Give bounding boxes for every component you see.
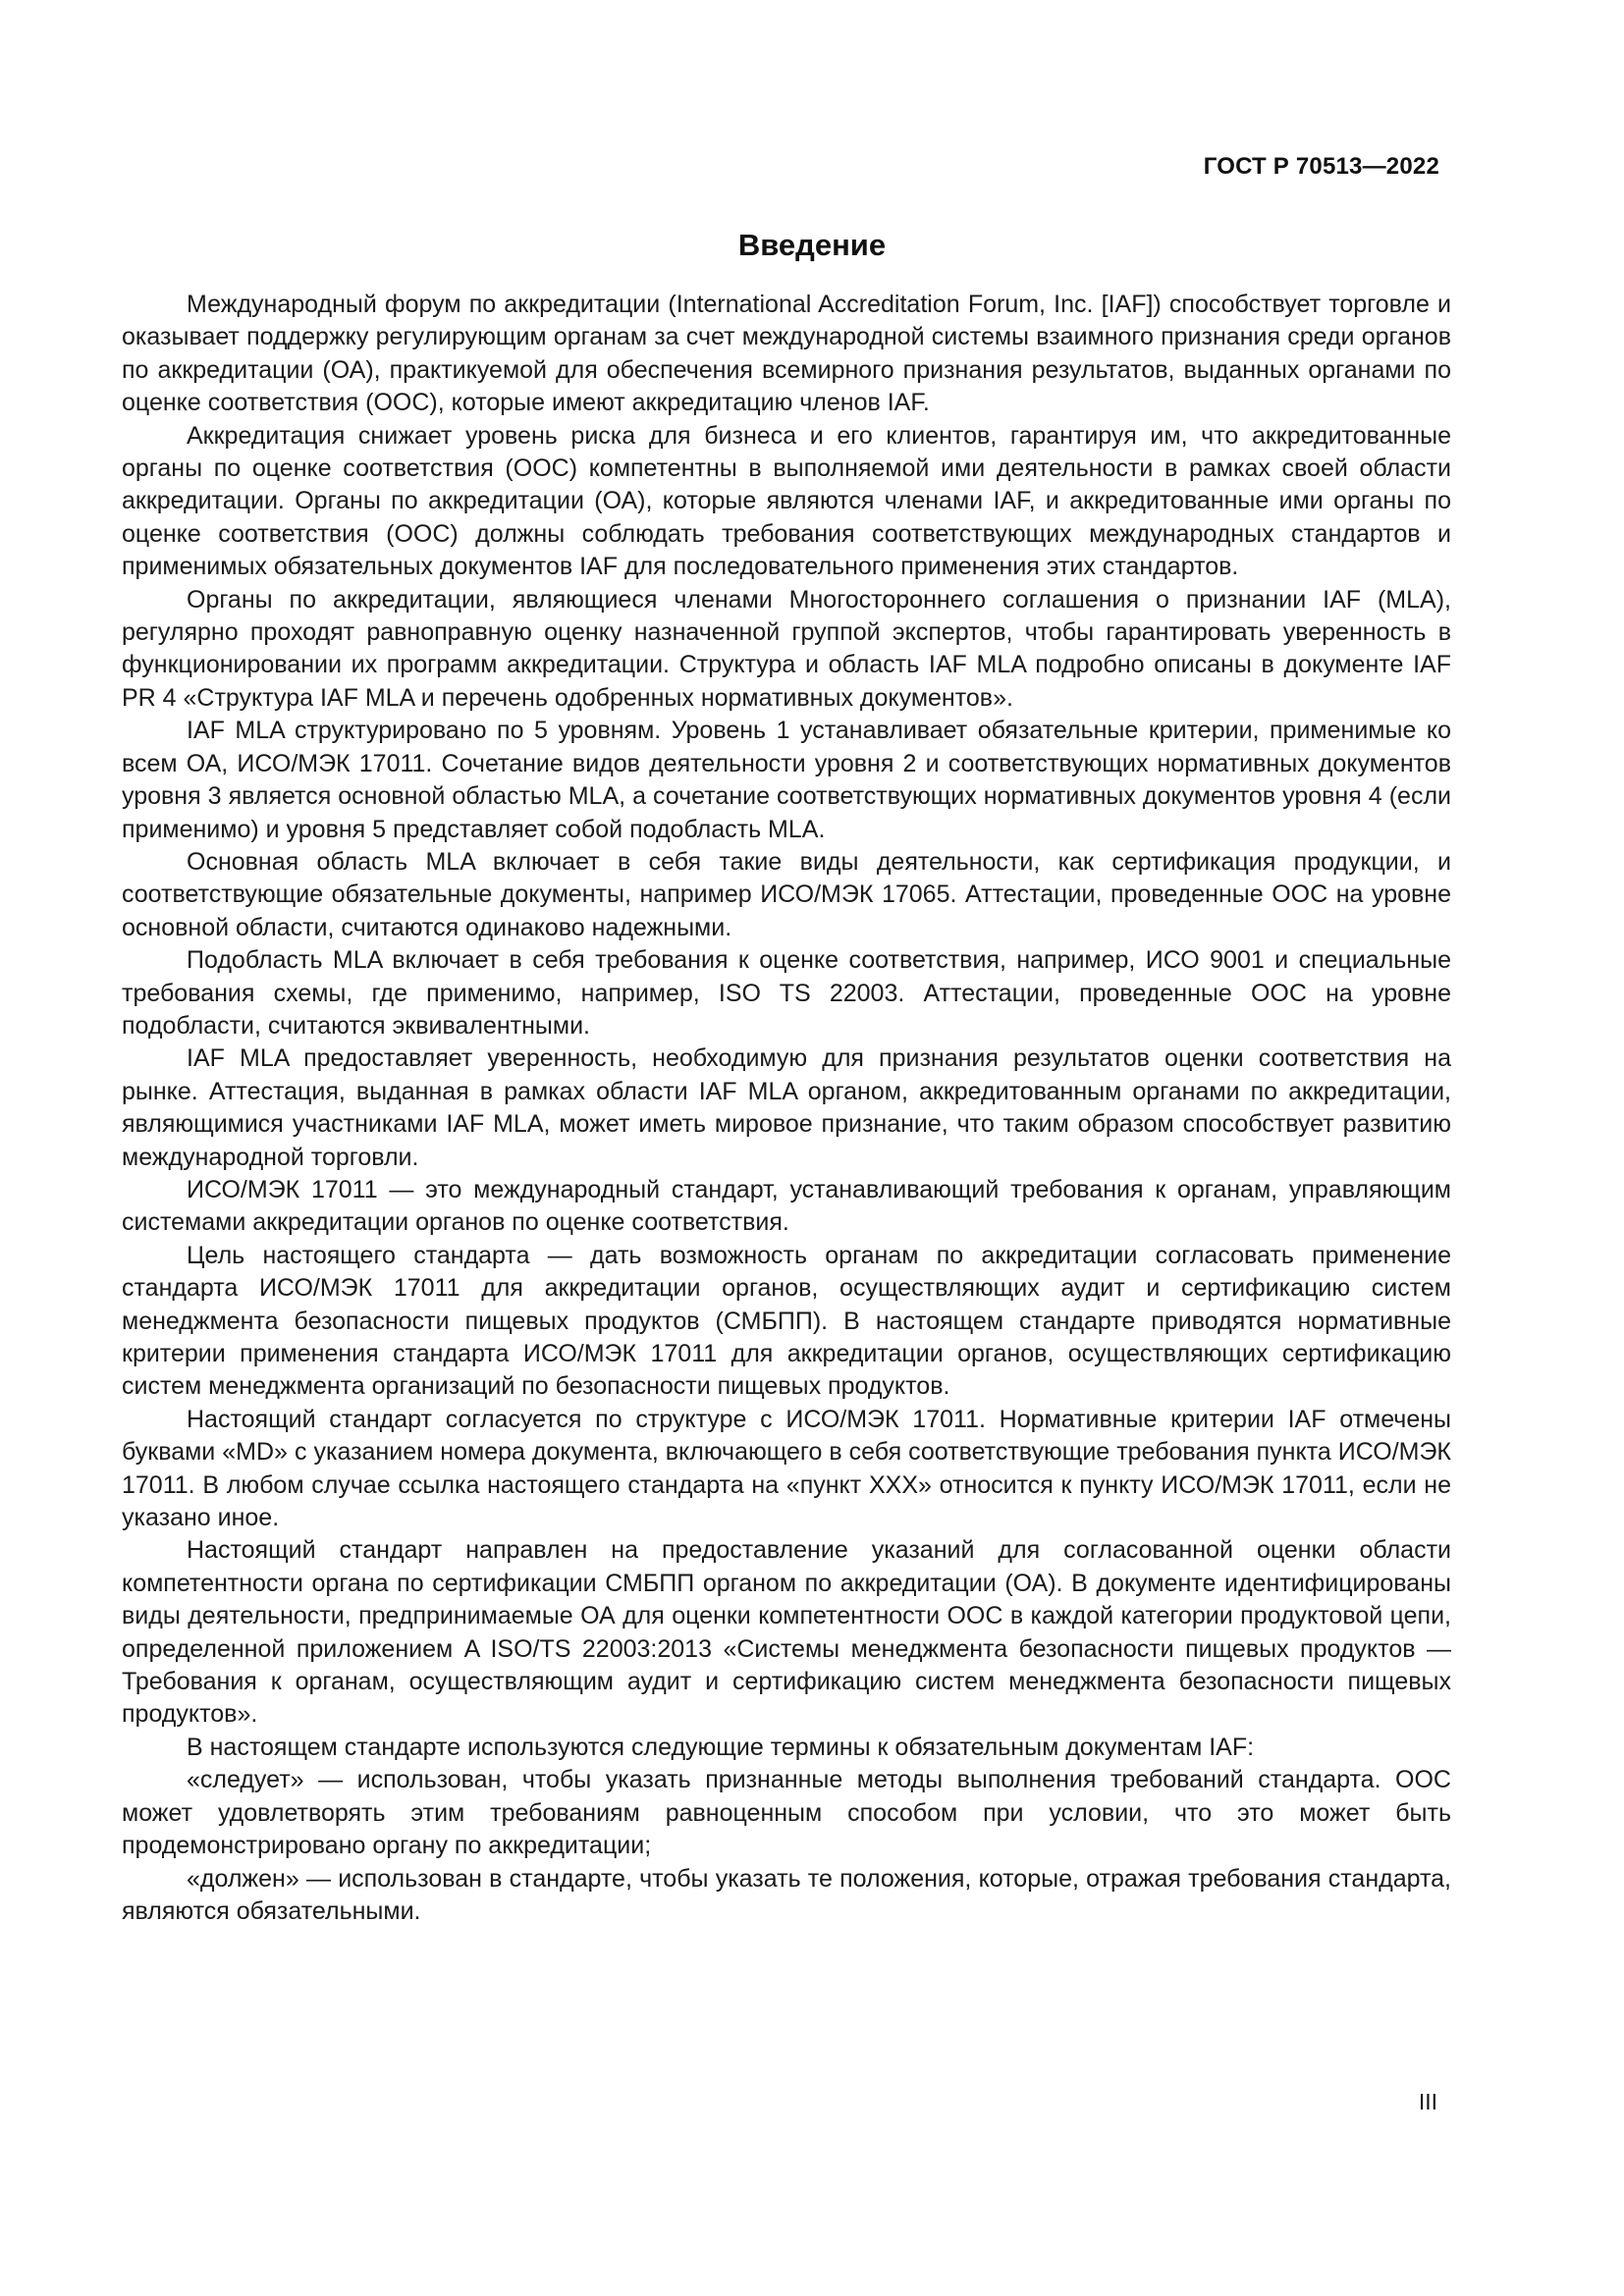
paragraph: Подобласть MLA включает в себя требования к оценке соответствия, например, ИСО 9001 и специальные требования схемы, где применимо, например, ISO TS 22003. Аттестации, проведенные ООС на уровне подобласти, считаются эквивалентными. — [122, 946, 1451, 1040]
paragraph: Аккредитация снижает уровень риска для бизнеса и его клиентов, гарантируя им, что аккредитованные органы по оценке соответствия (ООС) компетентны в выполняемой ими деятельности в рамках своей области аккредитации. Органы по аккредитации (ОА), которые являются членами IAF, и аккредитованные ими органы по оценке соответствия (ООС) должны соблюдать требования соответствующих международных стандартов и применимых обязательных документов IAF для последовательного применения этих стандартов. — [122, 421, 1451, 581]
paragraph: Органы по аккредитации, являющиеся членами Многостороннего соглашения о признании IAF (MLA), регулярно проходят равноправную оценку назначенной группой экспертов, чтобы гарантировать уверенность в функционировании их программ аккредитации. Структура и область IAF MLA подробно описаны в документе IAF PR 4 «Структура IAF MLA и перечень одобренных нормативных документов». — [122, 585, 1451, 712]
standard-code: ГОСТ Р 70513—2022 — [1203, 153, 1439, 180]
paragraph: IAF MLA структурировано по 5 уровням. Уровень 1 устанавливает обязательные критерии, применимые ко всем ОА, ИСО/МЭК 17011. Сочетание видов деятельности уровня 2 и соответствующих нормативных документов уровня 3 является основной областью MLA, а сочетание соответствующих нормативных документов уровня 4 (если применимо) и уровня 5 представляет собой подобласть MLA. — [122, 717, 1451, 843]
paragraph: Цель настоящего стандарта — дать возможность органам по аккредитации согласовать применение стандарта ИСО/МЭК 17011 для аккредитации органов, осуществляющих аудит и сертификацию систем менеджмента безопасности пищевых продуктов (СМБПП). В настоящем стандарте приводятся нормативные критерии применения стандарта ИСО/МЭК 17011 для аккредитации органов, осуществляющих сертификацию систем менеджмента организаций по безопасности пищевых продуктов. — [122, 1241, 1451, 1401]
page-number: III — [1418, 2089, 1437, 2114]
paragraph: Основная область MLA включает в себя такие виды деятельности, как сертификация продукции, и соответствующие обязательные документы, например ИСО/МЭК 17065. Аттестации, проведенные ООС на уровне основной области, считаются одинаково надежными. — [122, 847, 1451, 941]
paragraph: Настоящий стандарт направлен на предоставление указаний для согласованной оценки области компетентности органа по сертификации СМБПП органом по аккредитации (ОА). В документе идентифицированы виды деятельности, предпринимаемые ОА для оценки компетентности ООС в каждой категории продуктовой цепи, определенной приложением A ISO/TS 22003:2013 «Системы менеджмента безопасности пищевых продуктов — Требования к органам, осуществляющим аудит и сертификацию систем менеджмента безопасности пищевых продуктов». — [122, 1536, 1451, 1729]
paragraph: ИСО/МЭК 17011 — это международный стандарт, устанавливающий требования к органам, управляющим системами аккредитации органов по оценке соответствия. — [122, 1175, 1451, 1237]
paragraph: Настоящий стандарт согласуется по структуре с ИСО/МЭК 17011. Нормативные критерии IAF отмечены буквами «MD» с указанием номера документа, включающего в себя соответствующие требования пункта ИСО/МЭК 17011. В любом случае ссылка настоящего стандарта на «пункт XXX» относится к пункту ИСО/МЭК 17011, если не указано иное. — [122, 1405, 1451, 1532]
page-title: Введение — [737, 228, 887, 262]
document-body — [122, 289, 1451, 1928]
paragraph: Международный форум по аккредитации (International Accreditation Forum, Inc. [IAF]) способствует торговле и оказывает поддержку регулирующим органам за счет международной системы взаимного признания среди органов по аккредитации (ОА), практикуемой для обеспечения всемирного признания результатов, выданных органами по оценке соответствия (ООС), которые имеют аккредитацию членов IAF. — [122, 291, 1451, 417]
paragraph: «должен» — использован в стандарте, чтобы указать те положения, которые, отражая требования стандарта, являются обязательными. — [122, 1864, 1451, 1925]
paragraph: IAF MLA предоставляет уверенность, необходимую для признания результатов оценки соответствия на рынке. Аттестация, выданная в рамках области IAF MLA органом, аккредитованным органами по аккредитации, являющимися участниками IAF MLA, может иметь мировое признание, что таким образом способствует развитию международной торговли. — [122, 1044, 1451, 1171]
paragraph: В настоящем стандарте используются следующие термины к обязательным документам IAF: — [187, 1733, 1255, 1761]
paragraph: «следует» — использован, чтобы указать признанные методы выполнения требований стандарта. ООС может удовлетворять этим требованиям равноценным способом при условии, что это может быть продемонстрировано органу по аккредитации; — [122, 1766, 1451, 1860]
